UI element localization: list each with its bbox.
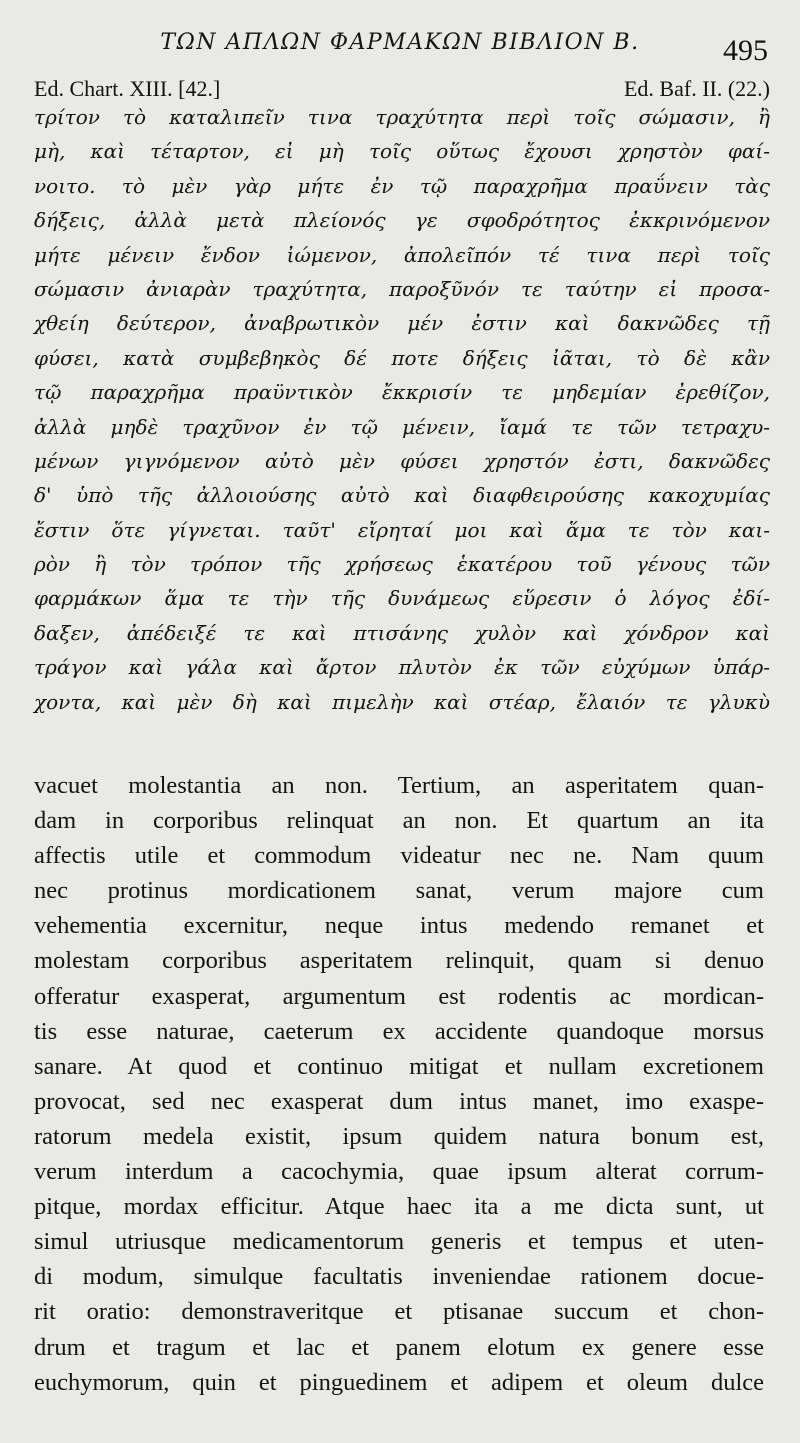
latin-line: affectis utile et commodum videatur nec ne. Nam quum — [34, 842, 764, 870]
latin-line: pitque, mordax efficitur. Atque haec ita a me dicta sunt, ut — [34, 1193, 764, 1221]
greek-line: τῷ παραχρῆμα πραϋντικὸν ἔκκρισίν τε μηδεμίαν ἐρεθίζον, — [34, 380, 770, 405]
greek-text-block — [34, 100, 770, 719]
greek-line: μήτε μένειν ἔνδον ἰώμενον, ἀπολεῖπόν τέ τινα περὶ τοῖς — [34, 242, 770, 267]
latin-line: ratorum medela existit, ipsum quidem natura bonum est, — [34, 1122, 764, 1150]
latin-line: dam in corporibus relinquat an non. Et quartum an ita — [34, 807, 764, 835]
greek-line: χθείη δεύτερον, ἀναβρωτικὸν μέν ἐστιν καὶ δακνῶδες τῇ — [34, 311, 770, 336]
latin-line: euchymorum, quin et pinguedinem et adipem et oleum dulce — [34, 1368, 764, 1396]
greek-line: δήξεις, ἀλλὰ μετὰ πλείονός γε σφοδρότητος ἐκκρινόμενον — [34, 208, 770, 233]
latin-line: nec protinus mordicationem sanat, verum majore cum — [34, 877, 764, 905]
latin-text-block — [34, 768, 764, 1400]
latin-line: molestam corporibus asperitatem relinquit, quam si denuo — [34, 947, 764, 975]
edition-reference-right: Ed. Baf. II. (22.) — [623, 76, 770, 101]
latin-line: simul utriusque medicamentorum generis et tempus et uten- — [34, 1228, 764, 1256]
latin-line: rit oratio: demonstraveritque et ptisanae succum et chon- — [34, 1298, 764, 1326]
greek-line: χοντα, καὶ μὲν δὴ καὶ πιμελὴν καὶ στέαρ, ἔλαιόν τε γλυκὺ — [34, 689, 770, 714]
latin-line: offeratur exasperat, argumentum est rodentis ac mordican- — [34, 982, 764, 1010]
greek-line: μένων γιγνόμενον αὐτὸ μὲν φύσει χρηστόν ἐστι, δακνῶδες — [34, 448, 770, 473]
greek-line: δαξεν, ἀπέδειξέ τε καὶ πτισάνης χυλὸν καὶ χόνδρον καὶ — [34, 620, 770, 645]
greek-line: φύσει, κατὰ συμβεβηκὸς δέ ποτε δήξεις ἰᾶται, τὸ δὲ κἂν — [34, 345, 770, 370]
greek-line: φαρμάκων ἅμα τε τὴν τῆς δυνάμεως εὕρεσιν ὁ λόγος ἐδί- — [34, 586, 770, 611]
latin-line: sanare. At quod et continuo mitigat et nullam excretionem — [34, 1052, 764, 1080]
page-number: 495 — [723, 34, 768, 67]
greek-line: ρὸν ἢ τὸν τρόπον τῆς χρήσεως ἑκατέρου τοῦ γένους τῶν — [34, 552, 770, 577]
greek-line: δ' ὑπὸ τῆς ἀλλοιούσης αὐτὸ καὶ διαφθειρούσης κακοχυμίας — [34, 483, 770, 508]
greek-line: σώμασιν ἀνιαρὰν τραχύτητα, παροξῦνόν τε ταύτην εἰ προσα- — [34, 276, 770, 301]
greek-line: ἔστιν ὅτε γίγνεται. ταῦτ' εἴρηταί μοι καὶ ἅμα τε τὸν και- — [34, 517, 770, 542]
greek-line: τρίτον τὸ καταλιπεῖν τινα τραχύτητα περὶ τοῖς σώμασιν, ἢ — [34, 105, 770, 129]
latin-line: verum interdum a cacochymia, quae ipsum alterat corrum- — [34, 1158, 764, 1186]
latin-line: provocat, sed nec exasperat dum intus manet, imo exaspe- — [34, 1087, 764, 1115]
edition-reference-left: Ed. Chart. XIII. [42.] — [34, 76, 221, 101]
latin-line: vehementia excernitur, neque intus medendo remanet et — [34, 912, 764, 940]
running-title: ΤΩΝ ΑΠΛΩΝ ΦΑΡΜΑΚΩΝ ΒΙΒΛΙΟΝ Β. — [160, 30, 640, 55]
latin-line: vacuet molestantia an non. Tertium, an asperitatem quan- — [34, 772, 764, 799]
greek-line: νοιτο. τὸ μὲν γὰρ μήτε ἐν τῷ παραχρῆμα πραΰνειν τὰς — [34, 173, 770, 198]
greek-line: μὴ, καὶ τέταρτον, εἰ μὴ τοῖς οὕτως ἔχουσι χρηστὸν φαί- — [34, 139, 770, 164]
latin-line: tis esse naturae, caeterum ex accidente quandoque morsus — [34, 1017, 764, 1045]
latin-line: drum et tragum et lac et panem elotum ex genere esse — [34, 1333, 764, 1361]
greek-line: τράγον καὶ γάλα καὶ ἄρτον πλυτὸν ἐκ τῶν εὐχύμων ὑπάρ- — [34, 655, 770, 680]
latin-line: di modum, simulque facultatis inveniendae rationem docue- — [34, 1263, 764, 1291]
greek-line: ἀλλὰ μηδὲ τραχῦνον ἐν τῷ μένειν, ἴαμά τε τῶν τετραχυ- — [34, 414, 770, 439]
